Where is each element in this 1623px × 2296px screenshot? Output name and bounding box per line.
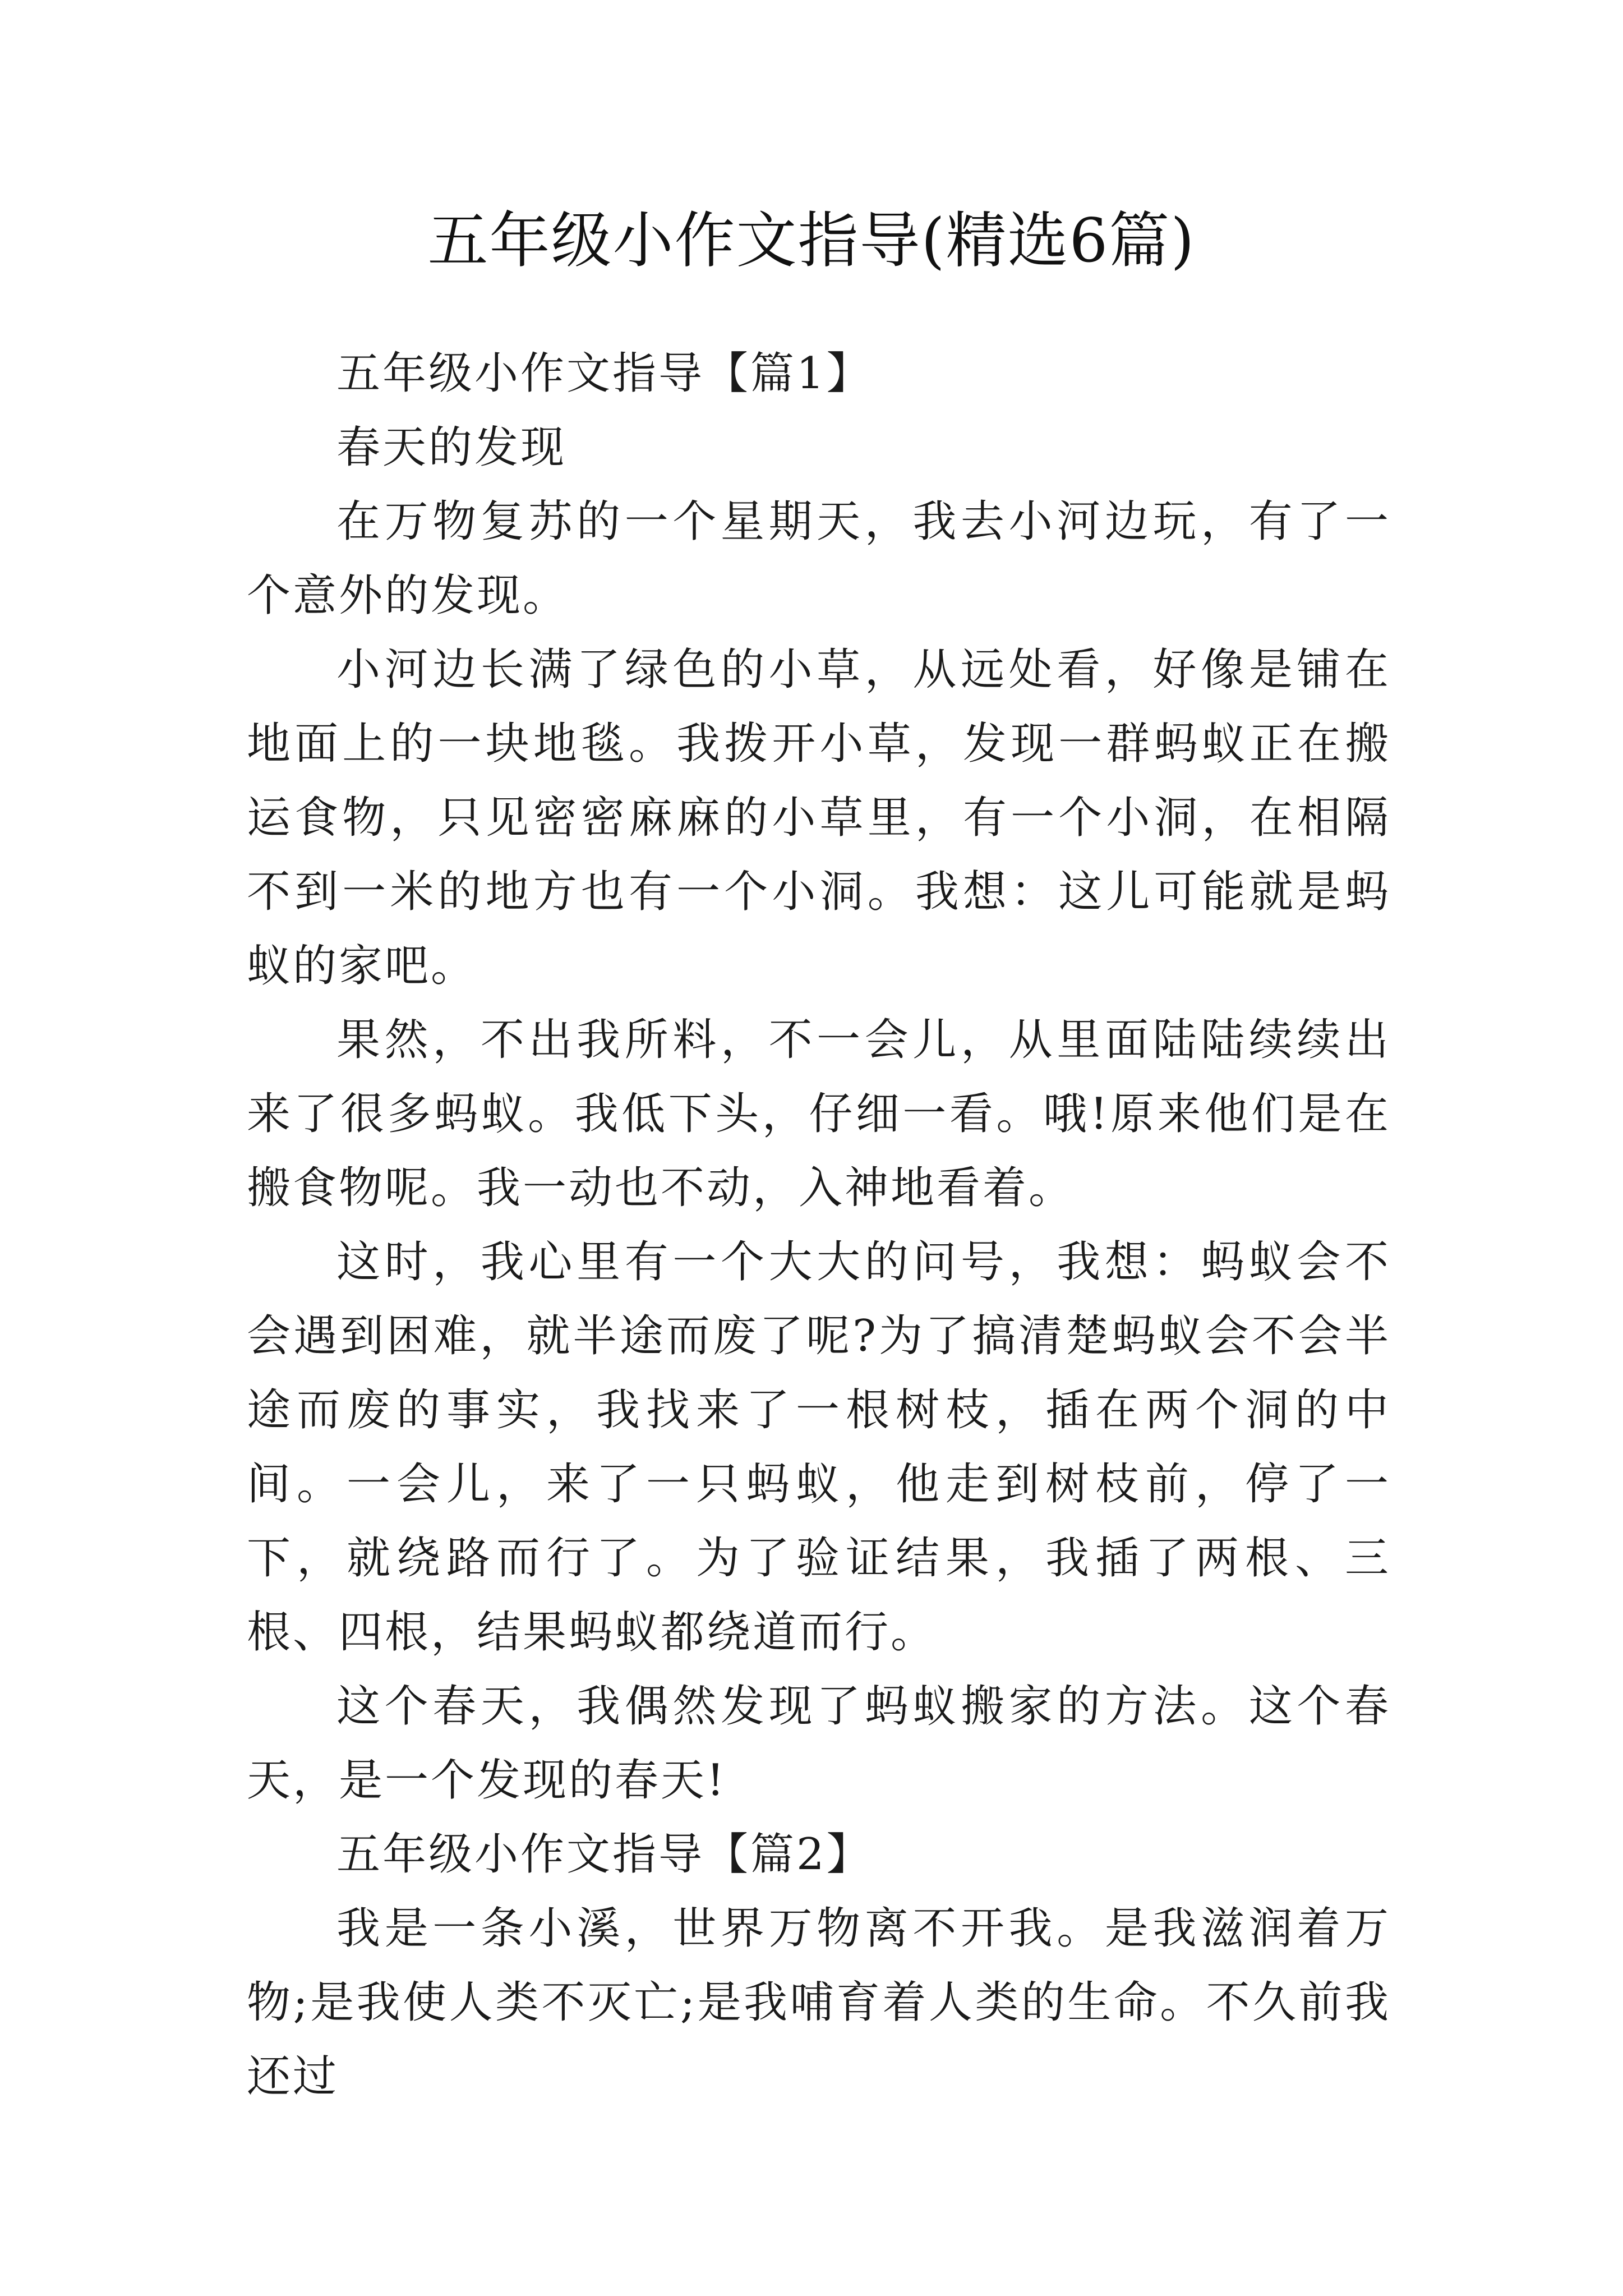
section-heading-1: 五年级小作文指导【篇1】 bbox=[336, 348, 873, 399]
paragraph: 这个春天，我偶然发现了蚂蚁搬家的方法。这个春天，是一个发现的春天! bbox=[247, 1681, 1391, 1806]
paragraph: 果然，不出我所料，不一会儿，从里面陆陆续续出来了很多蚂蚁。我低下头，仔细一看。哦!原来他们是在搬食物呢。我一动也不动，入神地看着。 bbox=[247, 1015, 1391, 1213]
paragraph: 在万物复苏的一个星期天，我去小河边玩，有了一个意外的发现。 bbox=[247, 496, 1391, 621]
section-heading-2: 五年级小作文指导【篇2】 bbox=[336, 1829, 873, 1880]
paragraph: 这时，我心里有一个大大的问号，我想：蚂蚁会不会遇到困难，就半途而废了呢?为了搞清楚蚂蚁会不会半途而废的事实，我找来了一根树枝，插在两个洞的中间。一会儿，来了一只蚂蚁，他走到树枝前，停了一下，就绕路而行了。为了验证结果，我插了两根、三根、四根，结果蚂蚁都绕道而行。 bbox=[247, 1237, 1391, 1658]
paragraph: 我是一条小溪，世界万物离不开我。是我滋润着万物;是我使人类不灭亡;是我哺育着人类的生命。不久前我还过 bbox=[247, 1903, 1391, 2102]
essay-title: 春天的发现 bbox=[336, 422, 567, 473]
document-title: 五年级小作文指导(精选6篇) bbox=[427, 206, 1196, 276]
document-body bbox=[247, 337, 1391, 2114]
paragraph: 小河边长满了绿色的小草，从远处看，好像是铺在地面上的一块地毯。我拨开小草，发现一群蚂蚁正在搬运食物，只见密密麻麻的小草里，有一个小洞，在相隔不到一米的地方也有一个小洞。我想：这儿可能就是蚂蚁的家吧。 bbox=[247, 645, 1391, 991]
